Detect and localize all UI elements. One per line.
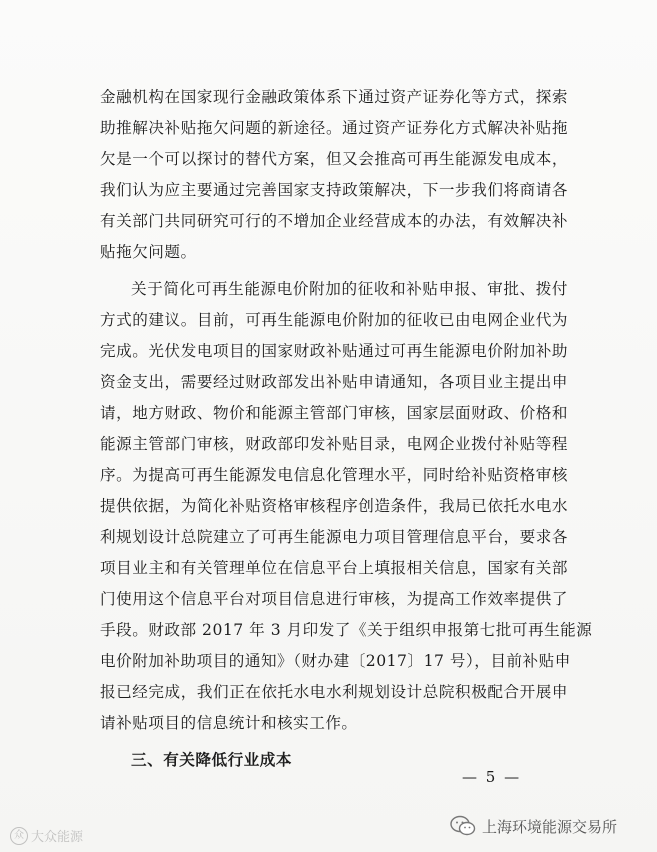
- watermark-right: [450, 815, 617, 837]
- text-line: 关于简化可再生能源电价附加的征收和补贴申报、审批、拨付: [131, 280, 568, 298]
- text-line: 欠是一个可以探讨的替代方案，但又会推高可再生能源发电成本，: [100, 150, 568, 168]
- text-line: 贴拖欠问题。: [100, 243, 197, 261]
- page-number: — 5 —: [462, 768, 522, 786]
- watermark-logo: 众: [10, 827, 28, 845]
- text-line: 请，地方财政、物价和能源主管部门审核，国家层面财政、价格和: [100, 404, 568, 422]
- text-line: 请补贴项目的信息统计和核实工作。: [100, 714, 358, 732]
- text-line: 我们认为应主要通过完善国家支持政策解决，下一步我们将商请各: [100, 181, 568, 199]
- text-line: 门使用这个信息平台对项目信息进行审核，为提高工作效率提供了: [100, 590, 568, 608]
- text-line: 序。为提高可再生能源发电信息化管理水平，同时给补贴资格审核: [100, 466, 568, 484]
- section-heading: 三、有关降低行业成本: [131, 751, 292, 769]
- wechat-icon: [450, 815, 476, 837]
- text-line: 金融机构在国家现行金融政策体系下通过资产证券化等方式，探索: [100, 88, 568, 106]
- text-line: 电价附加补助项目的通知》（财办建〔2017〕17 号），目前补贴申: [100, 652, 571, 670]
- text-line: 完成。光伏发电项目的国家财政补贴通过可再生能源电价附加补助: [100, 342, 568, 360]
- text-line: 报已经完成，我们正在依托水电水利规划设计总院积极配合开展申: [100, 683, 568, 701]
- text-line: 方式的建议。目前，可再生能源电价附加的征收已由电网企业代为: [100, 311, 568, 329]
- watermark-left-text: 大众能源: [31, 830, 84, 845]
- text-line: 手段。财政部 2017 年 3 月印发了《关于组织申报第七批可再生能源: [100, 621, 593, 639]
- text-line: 资金支出，需要经过财政部发出补贴申请通知，各项目业主提出申: [100, 373, 568, 391]
- text-line: 能源主管部门审核，财政部印发补贴目录，电网企业拨付补贴等程: [100, 435, 568, 453]
- document-body: [100, 82, 593, 776]
- text-line: 助推解决补贴拖欠问题的新途径。通过资产证券化方式解决补贴拖: [100, 119, 568, 137]
- watermark-right-text: 上海环境能源交易所: [482, 817, 618, 836]
- text-line: 提供依据，为简化补贴资格审核程序创造条件，我局已依托水电水: [100, 497, 568, 515]
- text-line: 利规划设计总院建立了可再生能源电力项目管理信息平台，要求各: [100, 528, 568, 546]
- watermark-left: [10, 826, 83, 845]
- text-line: 项目业主和有关管理单位在信息平台上填报相关信息，国家有关部: [100, 559, 568, 577]
- text-line: 有关部门共同研究可行的不增加企业经营成本的办法，有效解决补: [100, 212, 568, 230]
